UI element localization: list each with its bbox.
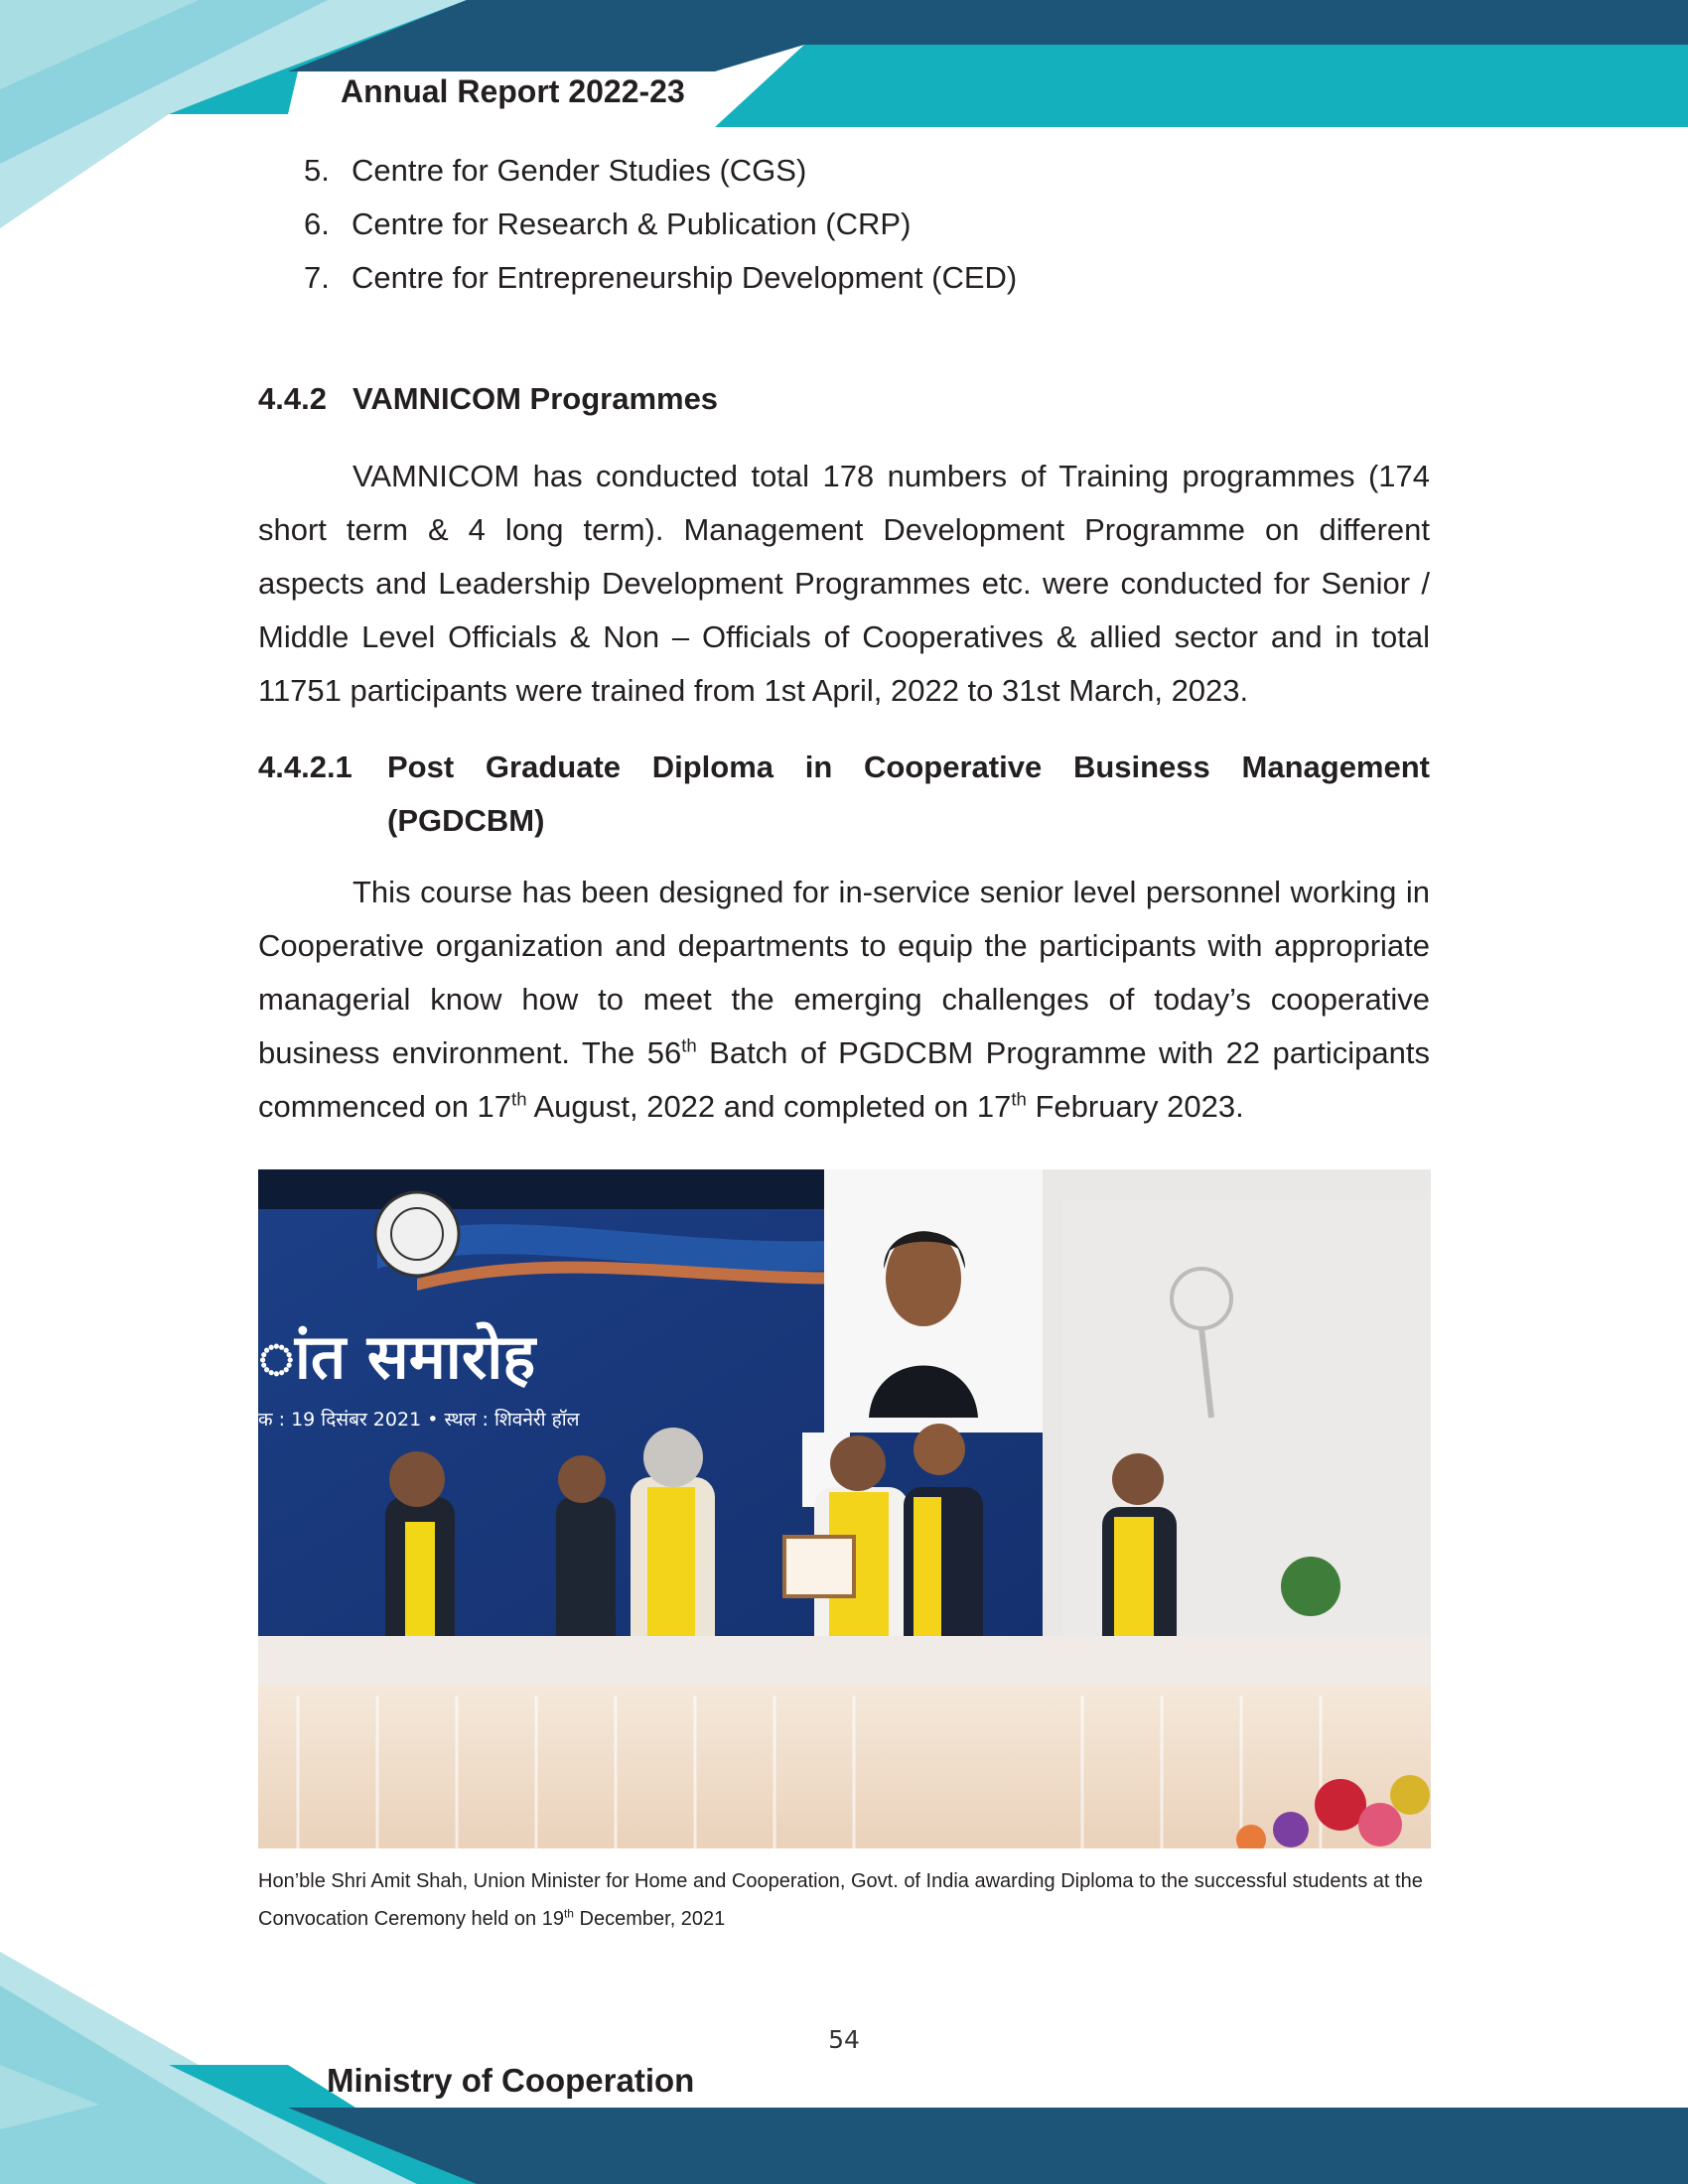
list-item: 7. Centre for Entrepreneurship Development (CED) (304, 260, 1018, 295)
programmes-paragraph: VAMNICOM has conducted total 178 numbers of Training programmes (174 short term & 4 long term). Management Development Programme on different aspects and Leadership Development Programmes etc. were conducted for Senior / Middle Level Officials & Non – Officials of Cooperatives & allied sector and in total 11751 participants were trained from 1st April, 2022 to 31st March, 2023. (258, 459, 1430, 708)
section-number: 4.4.2 (258, 381, 327, 416)
footer-decoration (0, 1946, 1688, 2184)
section-title: VAMNICOM Programmes (352, 381, 719, 416)
section-number: 4.4.2.1 (258, 750, 352, 784)
list-item: 6. Centre for Research & Publication (CRP) (304, 206, 912, 241)
report-title: Annual Report 2022-23 (341, 73, 685, 109)
section-heading-4-4-2-1 (258, 741, 1430, 848)
banner-text: ांत समारोह (258, 1320, 536, 1393)
ministry-title: Ministry of Cooperation (327, 2062, 695, 2099)
photo-caption: Hon’ble Shri Amit Shah, Union Minister for Home and Cooperation, Govt. of India awarding Diploma to the successful students at the Convocation Ceremony held on 19th December, 2021 (258, 1870, 1423, 1930)
centre-list (304, 144, 1017, 305)
convocation-photo (258, 1169, 1431, 1848)
section-heading-4-4-2 (258, 381, 718, 417)
list-item: 5. Centre for Gender Studies (CGS) (304, 153, 807, 188)
banner-subtext: क : 19 दिसंबर 2021 • स्थल : शिवनेरी हॉल (258, 1409, 580, 1431)
section-title-line-1: Post Graduate Diploma in Cooperative Business Management (387, 750, 1430, 784)
page-number: 54 (828, 2025, 860, 2054)
section-title-line-2: (PGDCBM) (387, 803, 545, 838)
pgdcbm-paragraph: This course has been designed for in-service senior level personnel working in Cooperative organization and departments to equip the participants with appropriate managerial know how to meet the emerging challenges of today’s cooperative business environment. The 56th Batch of PGDCBM Programme with 22 participants commenced on 17th August, 2022 and completed on 17th February 2023. (258, 875, 1431, 1124)
